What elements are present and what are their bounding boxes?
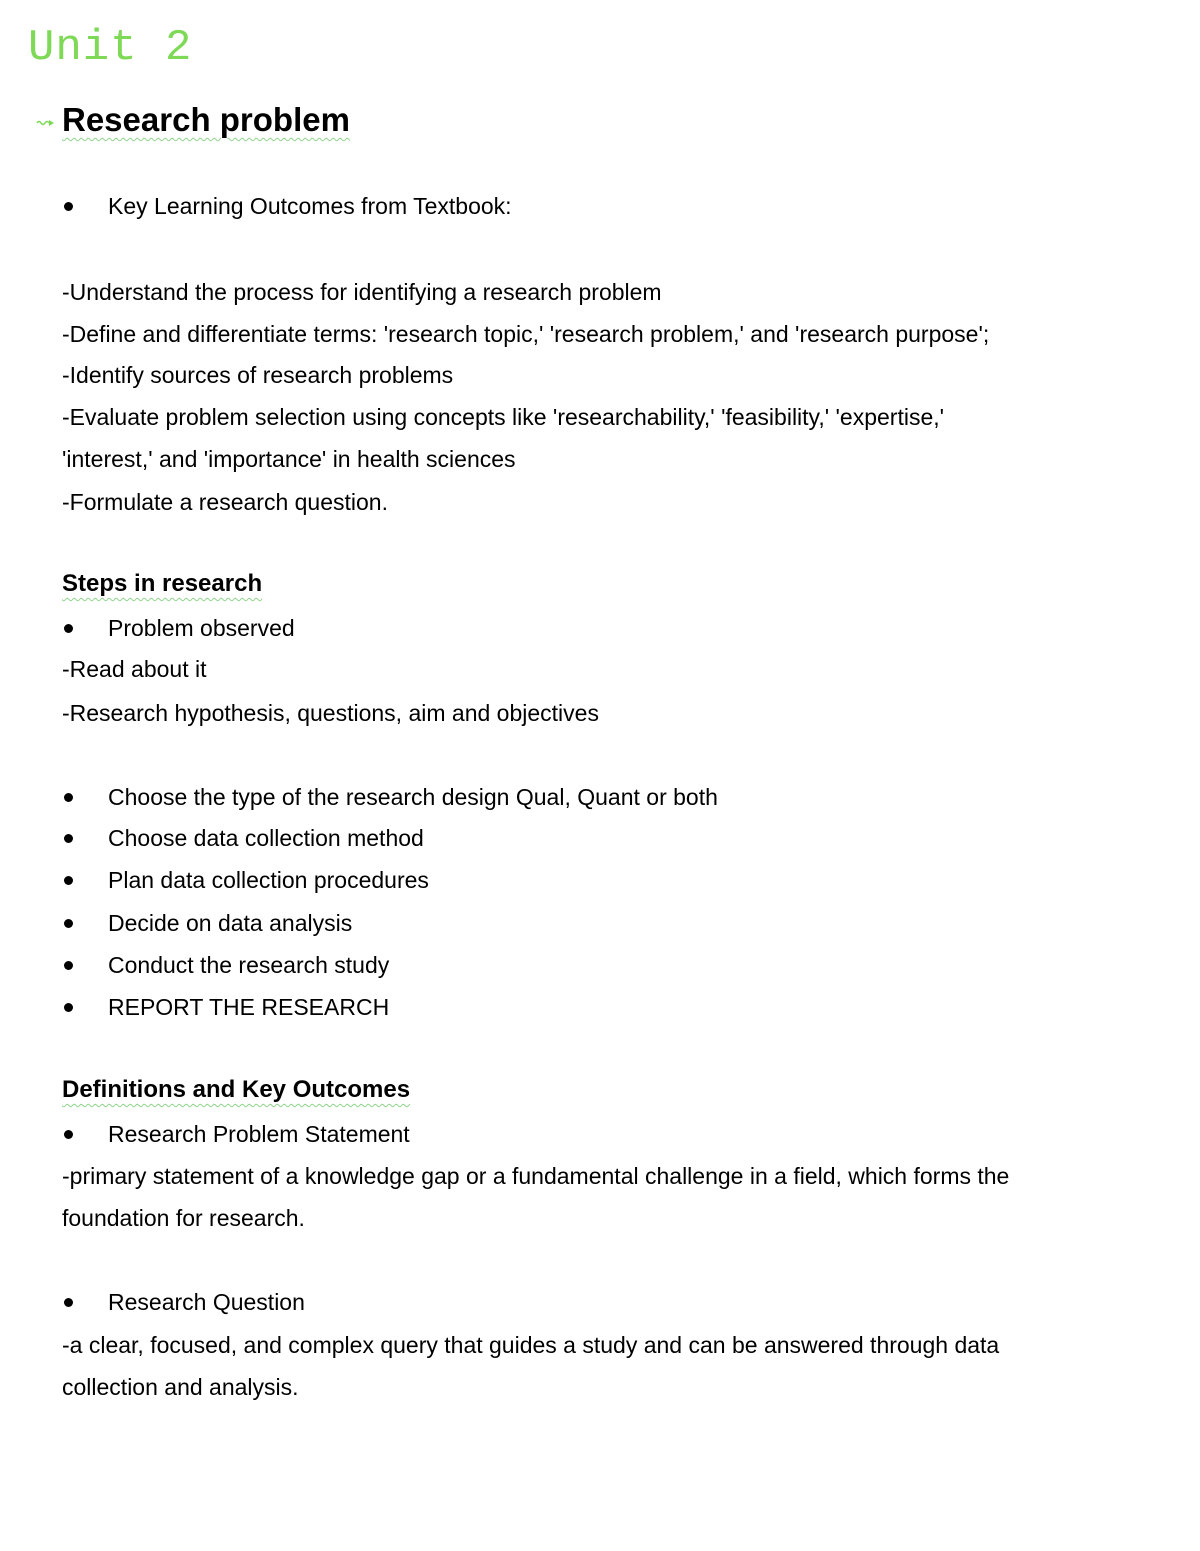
definition-term: Research Question xyxy=(108,1289,305,1315)
list-item xyxy=(62,783,718,811)
step-text: Choose data collection method xyxy=(108,825,424,851)
outcome-line: -Formulate a research question. xyxy=(62,489,388,515)
main-heading-text: Research problem xyxy=(62,101,350,138)
definition-term: Research Problem Statement xyxy=(108,1121,410,1147)
definition-line: -a clear, focused, and complex query that guides a study and can be answered through data xyxy=(62,1332,1000,1358)
definition-line: foundation for research. xyxy=(62,1205,305,1231)
outcome-line: -Identify sources of research problems xyxy=(62,362,454,388)
bullet-icon xyxy=(64,834,73,843)
step-sub-line: -Read about it xyxy=(62,656,207,682)
collapse-arrow-icon[interactable] xyxy=(36,118,56,128)
definitions-heading xyxy=(62,1075,410,1105)
step-text: Decide on data analysis xyxy=(108,910,353,936)
outcome-line: -Evaluate problem selection using concepts like 'researchability,' 'feasibility,' 'expertise,' xyxy=(62,404,945,430)
list-item xyxy=(62,614,295,642)
step-text: Choose the type of the research design Qual, Quant or both xyxy=(108,784,718,810)
step-text: Problem observed xyxy=(108,615,295,641)
bullet-icon xyxy=(64,961,73,970)
bullet-icon xyxy=(64,1298,73,1307)
definitions-heading-text: Definitions and Key Outcomes xyxy=(62,1076,411,1103)
main-heading xyxy=(36,100,350,140)
bullet-icon xyxy=(64,919,73,928)
step-text: Conduct the research study xyxy=(108,952,390,978)
bullet-icon xyxy=(64,1130,73,1139)
outcome-line: 'interest,' and 'importance' in health sciences xyxy=(62,446,516,472)
outcome-line: -Define and differentiate terms: 'research topic,' 'research problem,' and 'research purpose'; xyxy=(62,321,990,347)
list-item xyxy=(62,993,389,1021)
list-item xyxy=(62,951,389,979)
bullet-icon xyxy=(64,793,73,802)
steps-heading-text: Steps in research xyxy=(62,570,263,597)
bullet-icon xyxy=(64,202,73,211)
list-item xyxy=(62,192,512,220)
bullet-icon xyxy=(64,876,73,885)
list-item xyxy=(62,1288,305,1316)
list-item xyxy=(62,866,429,894)
bullet-icon xyxy=(64,1003,73,1012)
step-sub-line: -Research hypothesis, questions, aim and objectives xyxy=(62,700,599,726)
outcome-line: -Understand the process for identifying a research problem xyxy=(62,279,662,305)
bullet-icon xyxy=(64,624,73,633)
steps-heading xyxy=(62,569,262,599)
definition-line: -primary statement of a knowledge gap or a fundamental challenge in a field, which forms the xyxy=(62,1163,1010,1189)
list-item xyxy=(62,909,352,937)
step-text: Plan data collection procedures xyxy=(108,867,429,893)
step-text: REPORT THE RESEARCH xyxy=(108,994,390,1020)
list-item xyxy=(62,824,424,852)
unit-title: Unit 2 xyxy=(28,23,193,73)
list-item xyxy=(62,1120,410,1148)
learning-outcomes-label: Key Learning Outcomes from Textbook: xyxy=(108,193,512,219)
definition-line: collection and analysis. xyxy=(62,1374,299,1400)
